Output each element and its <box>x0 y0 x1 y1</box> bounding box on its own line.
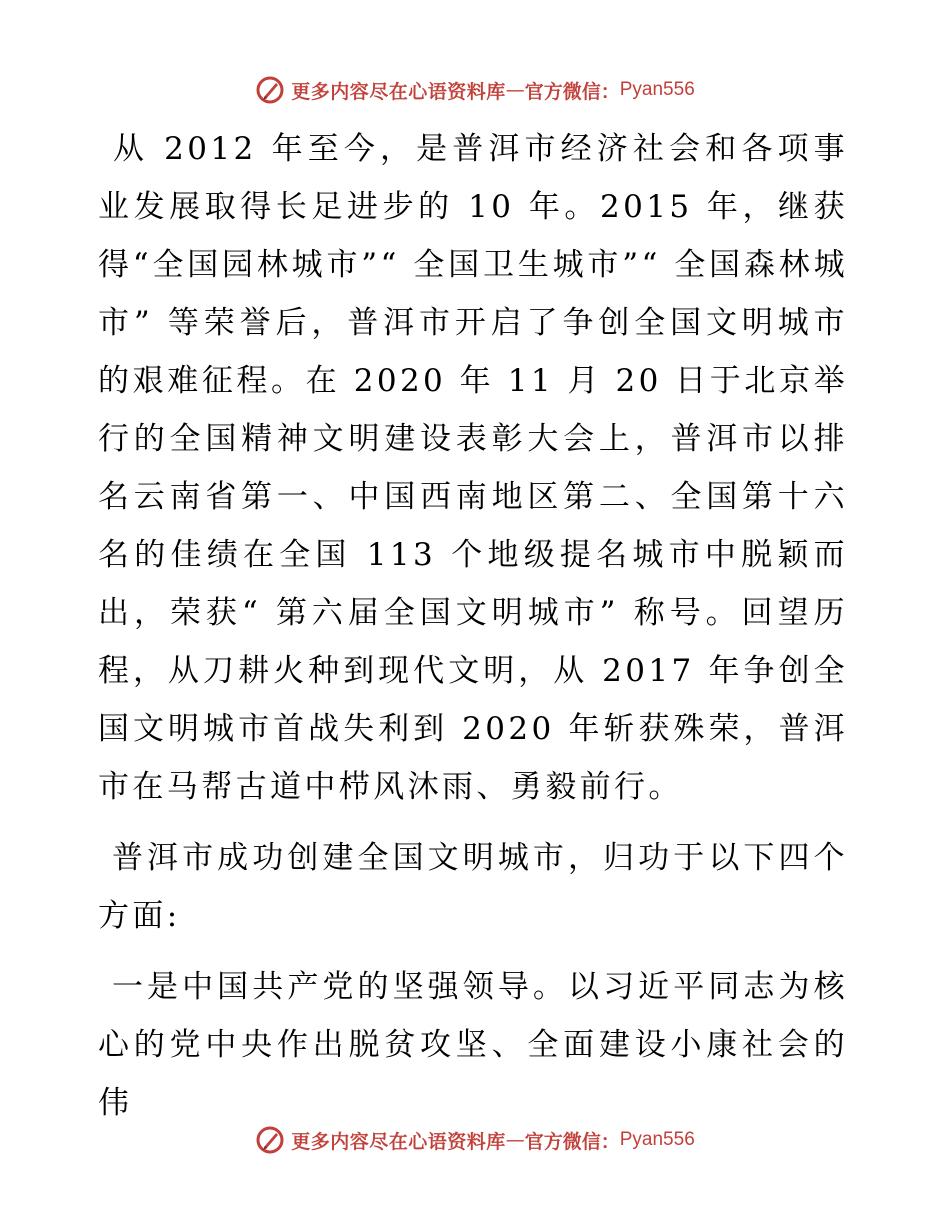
watermark-text: 更多内容尽在心语资料库 <box>291 80 506 103</box>
paragraph-2: 普洱市成功创建全国文明城市，归功于以下四个方面: <box>98 840 848 934</box>
quill-circle-icon <box>255 75 285 105</box>
watermark-separator: — <box>505 79 525 101</box>
watermark-wechat-id: Pyan556 <box>619 79 695 100</box>
watermark-separator: — <box>505 1129 525 1151</box>
watermark-banner-bottom <box>0 1120 950 1160</box>
watermark-banner-top <box>0 70 950 110</box>
quill-circle-icon <box>255 1125 285 1155</box>
watermark-wechat-label: 官方微信： <box>524 1130 620 1153</box>
paragraph-1: 从 2012 年至今，是普洱市经济社会和各项事业发展取得长足进步的 10 年。2015 年，继获得“全国园林城市”“ 全国卫生城市”“ 全国森林城市” 等荣誉后，普洱市开启了争创全国文明城市的艰难征程。在 2020 年 11 月 20 日于北京举行的全国精神文明建设表彰大会上，普洱市以排名云南省第一、中国西南地区第二、全国第十六名的佳绩在全国 113 个地级提名城市中脱颖而出，荣获“ 第六届全国文明城市” 称号。回望历程，从刀耕火种到现代文明，从 2017 年争创全国文明城市首战失利到 2020 年斩获殊荣，普洱市在马帮古道中栉风沐雨、勇毅前行。 <box>98 131 848 805</box>
watermark-wechat-label: 官方微信： <box>524 80 620 103</box>
watermark-text: 更多内容尽在心语资料库 <box>291 1130 506 1153</box>
paragraph-3: 一是中国共产党的坚强领导。以习近平同志为核心的党中央作出脱贫攻坚、全面建设小康社会的伟 <box>98 969 848 1121</box>
watermark-wechat-id: Pyan556 <box>619 1129 695 1150</box>
document-body <box>98 120 848 1145</box>
